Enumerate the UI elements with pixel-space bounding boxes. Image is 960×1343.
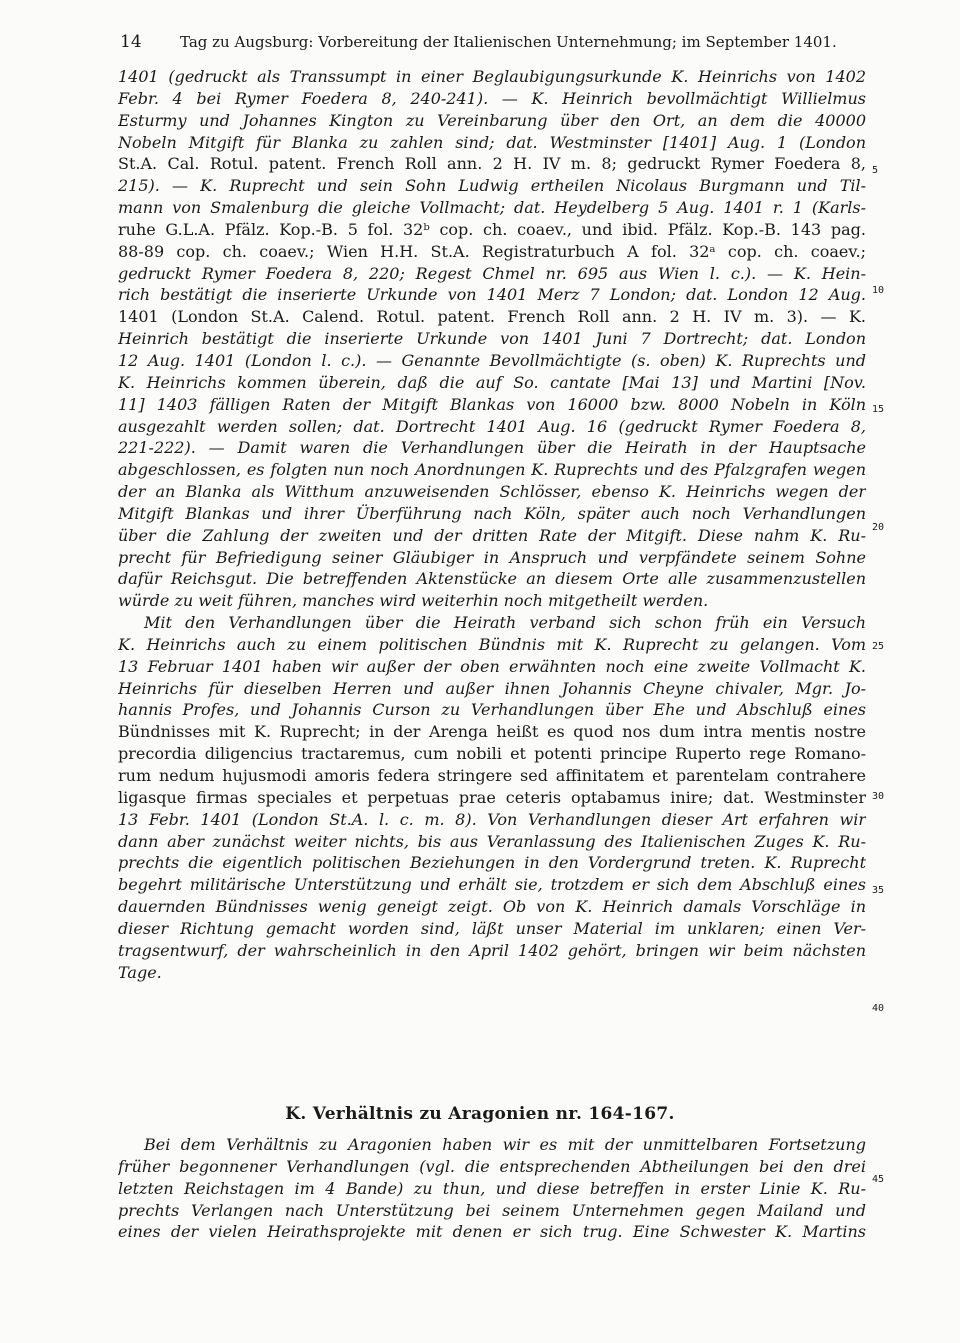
text-line: der an Blanka als Witthum anzuweisenden Schlösser, ebenso K. Heinrichs wegen der xyxy=(118,482,866,502)
margin-line-number: 5 xyxy=(872,165,879,176)
margin-line-number: 15 xyxy=(872,404,885,415)
text-line: 215). — K. Ruprecht und sein Sohn Ludwig ertheilen Nicolaus Burgmann und Til- xyxy=(118,176,866,196)
text-line: mann von Smalenburg die gleiche Vollmacht; dat. Heydelberg 5 Aug. 1401 r. 1 (Karls- xyxy=(118,198,866,218)
text-line: Nobeln Mitgift für Blanka zu zahlen sind; dat. Westminster [1401] Aug. 1 (London xyxy=(118,132,866,152)
text-line: rich bestätigt die inserierte Urkunde von 1401 Merz 7 London; dat. London 12 Aug. xyxy=(118,285,866,305)
text-line: precht für Befriedigung seiner Gläubiger in Anspruch und verpfändete seinem Sohne xyxy=(118,547,866,567)
text-line: rum nedum hujusmodi amoris federa stringere sed affinitatem et parentelam contrahere xyxy=(118,766,866,785)
text-line: hannis Profes, und Johannis Curson zu Verhandlungen über Ehe und Abschluß eines xyxy=(118,700,866,720)
text-line: abgeschlossen, es folgten nun noch Anordnungen K. Ruprechts und des Pfalzgrafen wegen xyxy=(118,460,866,480)
text-line: 88-89 cop. ch. coaev.; Wien H.H. St.A. Registraturbuch A fol. 32ᵃ cop. ch. coaev.; xyxy=(118,241,866,261)
text-line: über die Zahlung der zweiten und der dritten Rate der Mitgift. Diese nahm K. Ru- xyxy=(118,525,866,545)
margin-line-number: 30 xyxy=(872,791,885,802)
body-text xyxy=(118,66,866,983)
text-line: K. Heinrichs kommen überein, daß die auf So. cantate [Mai 13] und Martini [Nov. xyxy=(118,372,866,392)
text-line: Heinrich bestätigt die inserierte Urkunde von 1401 Juni 7 Dortrecht; dat. London xyxy=(118,329,866,349)
margin-line-number: 25 xyxy=(872,641,885,652)
text-line: 221-222). — Damit waren die Verhandlungen über die Heirath in der Hauptsache xyxy=(118,438,866,458)
text-line: prechts Verlangen nach Unterstützung bei seinem Unternehmen gegen Mailand und xyxy=(118,1200,866,1220)
text-line: Heinrichs für dieselben Herren und außer ihnen Johannis Cheyne chivaler, Mgr. Jo- xyxy=(118,678,866,698)
text-line: Esturmy und Johannes Kington zu Vereinbarung über den Ort, an dem die 40000 xyxy=(118,110,866,130)
text-line: dafür Reichsgut. Die betreffenden Aktenstücke an diesem Orte alle zusammenzustellen xyxy=(118,569,866,589)
text-line: tragsentwurf, der wahrscheinlich in den April 1402 gehört, bringen wir beim nächsten xyxy=(118,940,866,960)
text-line: 11] 1403 fälligen Raten der Mitgift Blankas von 16000 bzw. 8000 Nobeln in Köln xyxy=(118,394,866,414)
margin-line-number: 10 xyxy=(872,285,885,296)
text-line: begehrt militärische Unterstützung und erhält sie, trotzdem er sich dem Abschluß eines xyxy=(118,875,866,895)
margin-line-number: 20 xyxy=(872,522,885,533)
text-line: letzten Reichstagen im 4 Bande) zu thun, und diese betreffen in erster Linie K. Ru- xyxy=(118,1178,866,1198)
running-header xyxy=(120,32,870,52)
text-line: Febr. 4 bei Rymer Foedera 8, 240-241). — K. Heinrich bevollmächtigt Willielmus xyxy=(118,88,866,108)
text-line: K. Heinrichs auch zu einem politischen Bündnis mit K. Ruprecht zu gelangen. Vom xyxy=(118,634,866,654)
text-line: precordia diligencius tractaremus, cum nobili et potenti principe Ruperto rege Romano- xyxy=(118,744,866,764)
running-title: Tag zu Augsburg: Vorbereitung der Italienischen Unternehmung; im September 1401. xyxy=(180,33,837,51)
text-line: 13 Febr. 1401 (London St.A. l. c. m. 8). Von Verhandlungen dieser Art erfahren wir xyxy=(118,809,866,829)
text-line: gedruckt Rymer Foedera 8, 220; Regest Chmel nr. 695 aus Wien l. c.). — K. Hein- xyxy=(118,263,866,283)
text-line: ruhe G.L.A. Pfälz. Kop.-B. 5 fol. 32ᵇ cop. ch. coaev., und ibid. Pfälz. Kop.-B. 143 pag. xyxy=(118,219,866,239)
text-line: 13 Februar 1401 haben wir außer der oben erwähnten noch eine zweite Vollmacht K. xyxy=(118,656,866,676)
text-line: dauernden Bündnisses wenig geneigt zeigt. Ob von K. Heinrich damals Vorschläge in xyxy=(118,897,866,917)
section-heading: K. Verhältnis zu Aragonien nr. 164-167. xyxy=(285,1104,675,1124)
text-line: 12 Aug. 1401 (London l. c.). — Genannte Bevollmächtigte (s. oben) K. Ruprechts und xyxy=(118,350,866,370)
text-line: Mitgift Blankas und ihrer Überführung nach Köln, später auch noch Verhandlungen xyxy=(118,503,866,523)
text-line: ligasque firmas speciales et perpetuas prae ceteris optabamus inire; dat. Westminster xyxy=(118,787,866,807)
page-number: 14 xyxy=(120,32,142,52)
text-line: eines der vielen Heirathsprojekte mit denen er sich trug. Eine Schwester K. Martins xyxy=(118,1222,866,1242)
text-line: ausgezahlt werden sollen; dat. Dortrecht 1401 Aug. 16 (gedruckt Rymer Foedera 8, xyxy=(118,416,866,436)
text-line: dieser Richtung gemacht worden sind, läßt unser Material im unklaren; einen Ver- xyxy=(118,918,866,938)
text-line: Bei dem Verhältnis zu Aragonien haben wir es mit der unmittelbaren Fortsetzung xyxy=(144,1135,866,1154)
text-line: Tage. xyxy=(118,962,162,982)
text-line: dann aber zunächst weiter nichts, bis aus Veranlassung des Italienischen Zuges K. Ru- xyxy=(118,831,866,851)
text-line: 1401 (London St.A. Calend. Rotul. patent. French Roll ann. 2 H. IV m. 3). — K. xyxy=(118,307,866,327)
text-line: würde zu weit führen, manches wird weiterhin noch mitgetheilt werden. xyxy=(118,591,709,611)
margin-line-number: 35 xyxy=(872,885,885,896)
text-line: 1401 (gedruckt als Transsumpt in einer Beglaubigungsurkunde K. Heinrichs von 1402 xyxy=(118,67,866,86)
text-line: früher begonnener Verhandlungen (vgl. die entsprechenden Abtheilungen bei den drei xyxy=(118,1156,866,1176)
text-line: Mit den Verhandlungen über die Heirath verband sich schon früh ein Versuch xyxy=(144,613,866,633)
margin-line-number: 45 xyxy=(872,1174,885,1185)
text-line: Bündnisses mit K. Ruprecht; in der Arenga heißt es quod nos dum intra mentis nostre xyxy=(118,722,866,742)
text-line: St.A. Cal. Rotul. patent. French Roll ann. 2 H. IV m. 8; gedruckt Rymer Foedera 8, xyxy=(118,154,866,174)
text-line: prechts die eigentlich politischen Beziehungen in den Vordergrund treten. K. Ruprecht xyxy=(118,853,866,873)
margin-line-number: 40 xyxy=(872,1003,885,1014)
section-text xyxy=(118,1134,866,1243)
